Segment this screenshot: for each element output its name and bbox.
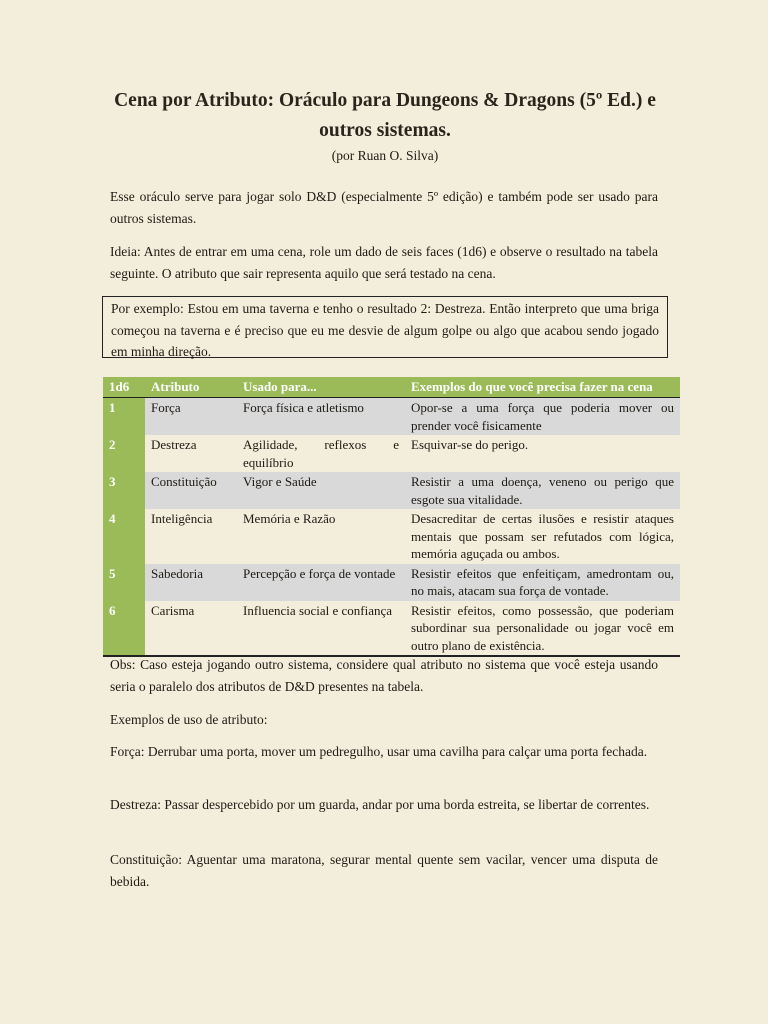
table-row xyxy=(103,509,680,564)
header-attribute: Atributo xyxy=(145,377,237,398)
intro-paragraph: Esse oráculo serve para jogar solo D&D (especialmente 5º edição) e também pode ser usado para outros sistemas. xyxy=(110,189,658,226)
row-example: Desacreditar de certas ilusões e resistir ataques mentais que possam ser refutados com lógica, memória aguçada ou ambos. xyxy=(411,511,674,561)
obs-paragraph: Obs: Caso esteja jogando outro sistema, considere qual atributo no sistema que você esteja usando seria o paralelo dos atributos de D&D presentes na tabela. xyxy=(110,657,658,694)
oracle-table xyxy=(103,377,680,657)
header-used-for: Usado para... xyxy=(237,377,405,398)
header-examples: Exemplos do que você precisa fazer na cena xyxy=(405,377,680,398)
row-example: Resistir efeitos, como possessão, que poderiam subordinar sua personalidade ou jogar você em outro plano de existência. xyxy=(405,601,680,657)
row-attribute: Sabedoria xyxy=(145,564,237,601)
page-title: Cena por Atributo: Oráculo para Dungeons & Dragons (5º Ed.) e outros sistemas. xyxy=(114,90,656,141)
header-1d6: 1d6 xyxy=(103,377,145,398)
table-row xyxy=(103,601,680,657)
examples-heading: Exemplos de uso de atributo: xyxy=(110,712,268,727)
table-row xyxy=(103,472,680,509)
row-number: 4 xyxy=(103,509,145,564)
row-used-for: Força física e atletismo xyxy=(237,398,405,436)
example-box: Por exemplo: Estou em uma taverna e tenho o resultado 2: Destreza. Então interpreto que uma briga começou na taverna e é preciso que eu me desvie de algum golpe ou algo que acabou sendo jogado em minha direção. xyxy=(102,296,668,358)
row-attribute: Inteligência xyxy=(151,511,213,526)
row-used-for: Memória e Razão xyxy=(243,511,336,526)
row-number: 2 xyxy=(103,435,145,472)
author-line: (por Ruan O. Silva) xyxy=(331,148,439,163)
row-example: Resistir a uma doença, veneno ou perigo que esgote sua vitalidade. xyxy=(405,472,680,509)
row-example: Esquivar-se do perigo. xyxy=(411,437,529,452)
row-number: 6 xyxy=(103,601,145,657)
row-number: 1 xyxy=(103,398,145,436)
row-used-for: Influencia social e confiança xyxy=(237,601,405,657)
example-dexterity: Destreza: Passar despercebido por um guarda, andar por uma borda estreita, se libertar de correntes. xyxy=(110,797,650,812)
row-attribute: Destreza xyxy=(151,437,197,452)
row-attribute: Força xyxy=(145,398,237,436)
row-used-for: Percepção e força de vontade xyxy=(237,564,405,601)
row-used-for: Agilidade, reflexos e equilíbrio xyxy=(243,437,399,470)
row-number: 3 xyxy=(103,472,145,509)
row-attribute: Constituição xyxy=(145,472,237,509)
example-constitution: Constituição: Aguentar uma maratona, segurar mental quente sem vacilar, vencer uma disputa de bebida. xyxy=(110,852,658,889)
table-row xyxy=(103,398,680,436)
idea-paragraph: Ideia: Antes de entrar em uma cena, role um dado de seis faces (1d6) e observe o resultado na tabela seguinte. O atributo que sair representa aquilo que será testado na cena. xyxy=(110,244,658,281)
row-example: Opor-se a uma força que poderia mover ou prender você fisicamente xyxy=(405,398,680,436)
row-example: Resistir efeitos que enfeitiçam, amedrontam ou, no mais, atacam sua força de vontade. xyxy=(405,564,680,601)
table-header-row xyxy=(103,377,680,398)
example-strength: Força: Derrubar uma porta, mover um pedregulho, usar uma cavilha para calçar uma porta fechada. xyxy=(110,744,648,759)
table-row xyxy=(103,564,680,601)
table-row xyxy=(103,435,680,472)
row-attribute: Carisma xyxy=(145,601,237,657)
row-number: 5 xyxy=(103,564,145,601)
row-used-for: Vigor e Saúde xyxy=(237,472,405,509)
